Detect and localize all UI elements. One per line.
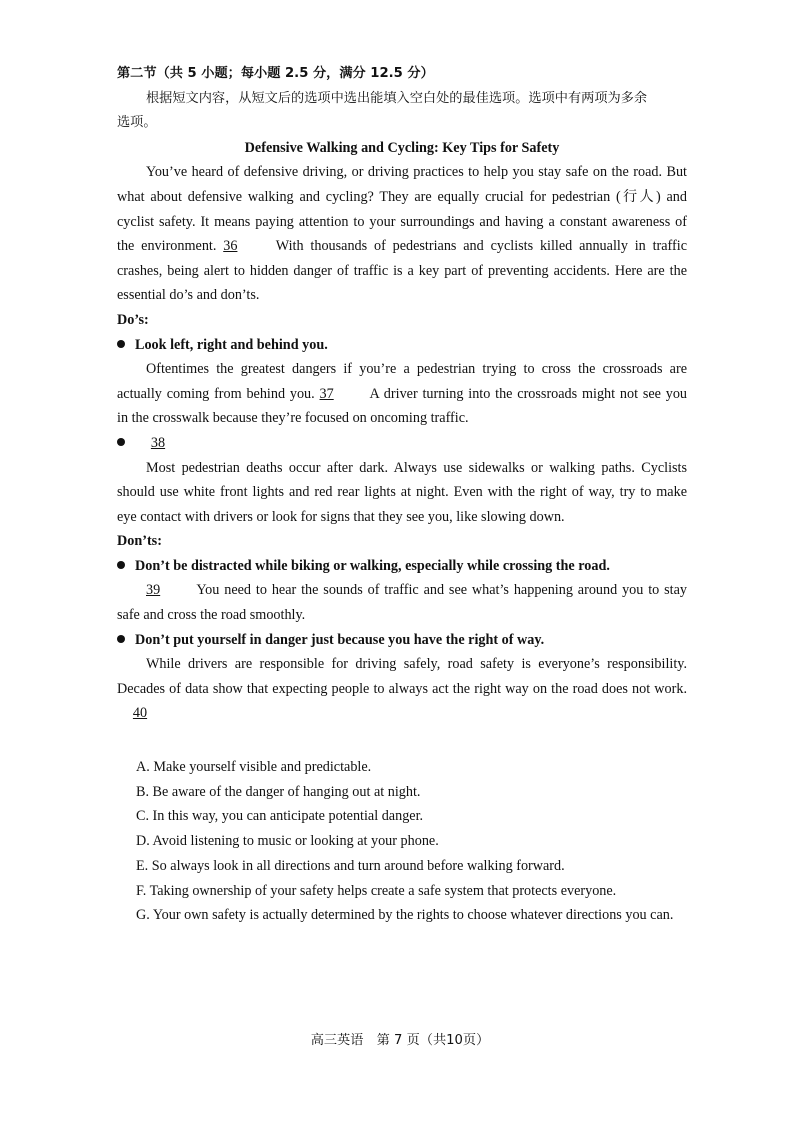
paragraph-1-line-3: cyclist safety. It means paying attention to your surroundings and having a constant awareness of: [117, 213, 687, 230]
option-d: D. Avoid listening to music or looking at your phone.: [136, 833, 439, 850]
option-e: E. So always look in all directions and turn around before walking forward.: [136, 857, 565, 874]
paragraph-4-line-2: safe and cross the road smoothly.: [117, 607, 306, 624]
dos-heading: Do’s:: [117, 311, 149, 328]
bullet-no-distraction-text: Don’t be distracted while biking or walking, especially while crossing the road.: [135, 557, 610, 574]
paragraph-2-line-2-start: actually coming from behind you.: [117, 385, 315, 402]
instruction-line-2: 选项。: [117, 115, 157, 131]
donts-heading: Don’ts:: [117, 533, 162, 550]
bullet-no-distraction: [117, 554, 687, 579]
bullet-blank-38: [117, 431, 687, 456]
article-title: Defensive Walking and Cycling: Key Tips for Safety: [244, 139, 560, 156]
paragraph-3-line-1: Most pedestrian deaths occur after dark. Always use sidewalks or walking paths. Cyclists: [146, 459, 687, 476]
bullet-dot-icon: [117, 635, 125, 643]
option-g: G. Your own safety is actually determined by the rights to choose whatever directions you can.: [136, 907, 674, 924]
paragraph-1-line-4-start: the environment.: [117, 238, 217, 255]
paragraph-1-line-4: [117, 234, 687, 259]
bullet-look-around: [117, 333, 687, 358]
paragraph-3-line-3: eye contact with drivers or look for signs that they see you, like slowing down.: [117, 508, 565, 525]
blank-38: 38: [150, 434, 166, 451]
paragraph-2-line-2-end: A driver turning into the crossroads might not see you: [369, 385, 688, 402]
instruction-line-1: 根据短文内容，从短文后的选项中选出能填入空白处的最佳选项。选项中有两项为多余: [146, 90, 648, 106]
bullet-right-of-way-text: Don’t put yourself in danger just because you have the right of way.: [135, 631, 545, 648]
section-heading: 第二节（共 5 小题；每小题 2.5 分，满分 12.5 分）: [117, 66, 434, 81]
paragraph-5-line-3: [117, 701, 687, 726]
paragraph-5-line-2: Decades of data show that expecting people to always act the right way on the road does not work.: [117, 680, 687, 697]
blank-39: 39: [146, 582, 161, 599]
bullet-right-of-way: [117, 628, 687, 653]
blank-37: 37: [319, 385, 334, 402]
options-list: [136, 755, 696, 928]
paragraph-2-line-1: Oftentimes the greatest dangers if you’re a pedestrian trying to cross the crossroads are: [146, 361, 687, 378]
bullet-dot-icon: [117, 340, 125, 348]
bullet-dot-icon: [117, 438, 125, 446]
paragraph-1-line-4-end: With thousands of pedestrians and cyclists killed annually in traffic: [275, 238, 687, 255]
paragraph-2-line-3: in the crosswalk because they’re focused on oncoming traffic.: [117, 410, 469, 427]
bullet-look-around-text: Look left, right and behind you.: [135, 336, 328, 353]
paragraph-4-line-1-end: You need to hear the sounds of traffic and see what’s happening around you to stay: [196, 582, 687, 599]
option-b: B. Be aware of the danger of hanging out at night.: [136, 783, 421, 800]
page-footer: 高三英语 第 7 页（共10页）: [310, 1033, 490, 1048]
paragraph-1-line-6: essential do’s and don’ts.: [117, 287, 260, 304]
paragraph-5-line-1: While drivers are responsible for driving safely, road safety is everyone’s responsibility.: [146, 656, 687, 673]
option-c: C. In this way, you can anticipate potential danger.: [136, 808, 424, 825]
bullet-dot-icon: [117, 561, 125, 569]
paragraph-2-line-2: [117, 382, 687, 407]
paragraph-1-line-2: what about defensive walking and cycling? They are equally crucial for pedestrian (行人) and: [117, 188, 687, 205]
paragraph-3-line-2: should use white front lights and red rear lights at night. Even with the right of way, try to make: [117, 484, 687, 501]
document-body: [117, 62, 687, 726]
paragraph-1-line-1: You’ve heard of defensive driving, or driving practices to help you stay safe on the road. But: [146, 164, 687, 181]
blank-40: 40: [132, 705, 148, 722]
paragraph-1-line-5: crashes, being alert to hidden danger of traffic is a key part of preventing accidents. Here are the: [117, 262, 687, 279]
option-f: F. Taking ownership of your safety helps create a safe system that protects everyone.: [136, 882, 617, 899]
paragraph-4-line-1: [117, 578, 687, 603]
option-a: A. Make yourself visible and predictable.: [136, 759, 372, 775]
blank-36: 36: [223, 238, 238, 255]
